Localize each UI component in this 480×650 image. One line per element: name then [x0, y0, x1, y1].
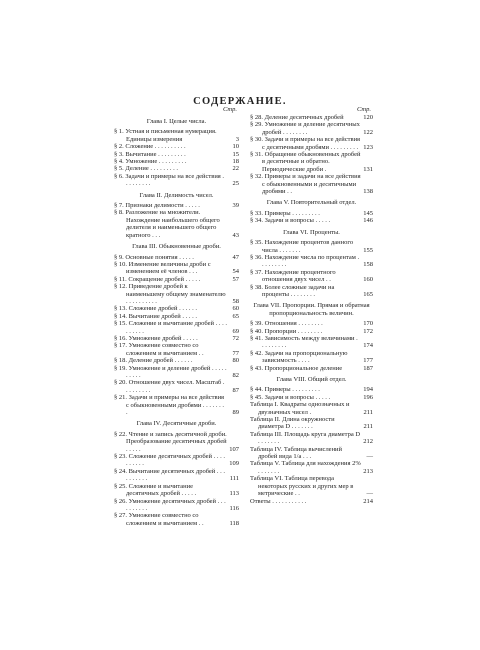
toc-right-column	[250, 106, 373, 505]
page-label: Стр.	[357, 106, 371, 113]
chapter-heading: Глава VIII. Общий отдел.	[276, 376, 347, 383]
toc-entry	[250, 121, 373, 136]
entry-page-number: 211	[363, 423, 373, 431]
toc-entry	[114, 151, 239, 158]
entry-title: § 26. Умножение десятичных дробей . . . . . . . . . .	[114, 497, 226, 512]
entry-title: § 28. Деление десятичных дробей	[250, 114, 344, 121]
toc-entry	[250, 239, 373, 254]
entry-page-number: 213	[363, 467, 373, 475]
entry-page-number: 145	[363, 209, 373, 217]
entry-title: § 42. Задачи на пропорциональную зависимость . . . .	[250, 349, 348, 365]
toc-entry	[114, 483, 239, 498]
entry-title: § 11. Сокращение дробей . . . . .	[114, 275, 201, 283]
chapter-heading: Глава I. Целые числа.	[146, 118, 207, 125]
entry-page-number: 165	[363, 290, 373, 298]
toc-entry	[114, 305, 239, 312]
entry-page-number: 77	[232, 349, 239, 357]
entry-title: § 38. Более сложные задачи на проценты . . . . . . . .	[250, 283, 335, 298]
entry-title: § 23. Сложение десятичных дробей . . . . . . . . . .	[114, 453, 225, 468]
entry-page-number: 60	[232, 305, 239, 313]
toc-entry	[250, 269, 373, 284]
entry-page-number: 109	[229, 460, 239, 468]
chapter-heading: Глава VII. Пропорции. Прямая и обратная пропорциональность величин.	[253, 302, 370, 317]
entry-title: § 4. Умножение . . . . . . . . .	[114, 158, 187, 166]
entry-page-number: 22	[232, 165, 239, 173]
toc-entry	[114, 357, 239, 364]
toc-entry	[114, 202, 239, 209]
entry-title: § 32. Примеры и задачи на все действия с обыкновенными и десятичными дробями . .	[250, 173, 361, 196]
toc-entry	[114, 431, 239, 453]
toc-entry	[250, 335, 373, 350]
toc-entry	[114, 173, 239, 188]
entry-page-number: 187	[363, 364, 373, 372]
entry-title: § 15. Сложение и вычитание дробей . . . . . . . . . .	[114, 320, 228, 335]
toc-entry	[114, 165, 239, 172]
entry-page-number: 107	[229, 445, 239, 453]
entry-title: § 31. Обращение обыкновенных дробей в десятичные и обратно. Периодические дроби .	[250, 151, 361, 173]
entry-title: § 14. Вычитание дробей . . . . .	[114, 312, 197, 320]
toc-entry	[114, 313, 239, 320]
toc-entry	[114, 498, 239, 513]
entry-page-number: 111	[229, 475, 239, 483]
toc-table-entry	[250, 431, 373, 446]
entry-page-number: 82	[232, 372, 239, 379]
entry-title: Таблица I. Квадраты однозначных и двузначных чисел .	[250, 401, 350, 416]
toc-entry	[114, 453, 239, 468]
entry-title: Таблица V. Таблица для нахождения 2% . . . . . . .	[250, 460, 361, 475]
chapter-heading: Глава III. Обыкновенные дроби.	[132, 243, 221, 251]
entry-title: § 44. Примеры . . . . . . . . .	[250, 386, 320, 394]
entry-title: § 39. Отношения . . . . . . . .	[250, 320, 323, 328]
entry-page-number: 116	[229, 504, 239, 512]
entry-page-number: —	[366, 490, 373, 498]
entry-title: § 10. Изменение величины дроби с изменением её членов . . .	[114, 260, 211, 276]
entry-title: § 30. Задачи и примеры на все действия с десятичными дробями . . . . . . . . .	[250, 136, 361, 151]
entry-title: § 43. Пропорциональное деление	[250, 364, 343, 372]
toc-entry	[114, 320, 239, 335]
entry-page-number: 211	[363, 408, 373, 416]
entry-title: Таблица VI. Таблица перевода некоторых русских и других мер в метрические . .	[250, 475, 354, 498]
entry-page-number: 131	[363, 165, 373, 173]
toc-entry	[114, 276, 239, 283]
entry-title: § 16. Умножение дробей . . . . .	[114, 334, 198, 342]
toc-entry	[250, 210, 373, 217]
toc-entry	[250, 350, 373, 365]
entry-page-number: 87	[232, 386, 239, 394]
toc-entry	[250, 320, 373, 327]
entry-title: § 19. Умножение и деление дробей . . . . . . . . . .	[114, 364, 227, 379]
chapter-heading: Глава VI. Проценты.	[283, 228, 340, 236]
entry-title: § 45. Задачи и вопросы . . . . .	[250, 393, 331, 401]
toc-entry	[114, 379, 239, 394]
toc-entry	[250, 328, 373, 335]
entry-page-number: 10	[232, 143, 239, 151]
entry-title: § 22. Чтение и запись десятичной дроби. Преобразование десятичных дробей . . . . .	[114, 430, 227, 453]
toc-entry	[114, 283, 239, 305]
toc-entry	[250, 394, 373, 401]
toc-entry	[250, 284, 373, 299]
page-label: Стр.	[223, 106, 237, 113]
entry-page-number: 80	[232, 357, 239, 365]
entry-page-number: 72	[232, 334, 239, 342]
entry-title: § 6. Задачи и примеры на все действия . . . . . . . . .	[114, 172, 225, 188]
entry-title: § 24. Вычитание десятичных дробей . . . . . . . . . .	[114, 467, 226, 483]
entry-page-number: 113	[229, 490, 239, 498]
entry-title: Таблица IV. Таблица вычислений дробей вида 1/a . . .	[250, 445, 343, 461]
toc-entry	[250, 114, 373, 121]
entry-page-number: 174	[363, 342, 373, 350]
toc-entry	[114, 143, 239, 150]
toc-entry	[250, 386, 373, 393]
toc-table-entry	[250, 498, 373, 505]
entry-title: § 40. Пропорции . . . . . . . .	[250, 327, 323, 335]
page-title: СОДЕРЖАНИЕ.	[193, 96, 287, 107]
entry-page-number: 158	[363, 261, 373, 269]
chapter-heading: Глава V. Повторительный отдел.	[266, 199, 357, 207]
toc-table-entry	[250, 460, 373, 475]
entry-title: Ответы . . . . . . . . . . .	[250, 497, 307, 505]
entry-page-number: 65	[232, 312, 239, 320]
entry-title: § 34. Задачи и вопросы . . . . .	[250, 217, 331, 225]
entry-page-number: 122	[363, 128, 373, 136]
entry-page-number: 43	[232, 231, 239, 239]
entry-title: § 8. Разложение на множители. Нахождение наибольшего общего делителя и наименьшего общего кратного . . .	[114, 209, 220, 239]
entry-page-number: 172	[363, 327, 373, 335]
entry-title: Таблица II. Длина окружности диаметра D . . . . . . .	[250, 416, 335, 431]
entry-page-number: 39	[232, 202, 239, 210]
entry-title: § 17. Умножение совместно со сложением и вычитанием . .	[114, 342, 204, 357]
entry-title: Таблица III. Площадь круга диаметра D . . . . . . .	[250, 430, 361, 446]
toc-entry	[114, 335, 239, 342]
entry-page-number: 58	[232, 297, 239, 305]
entry-page-number: 3	[235, 135, 239, 143]
entry-title: § 35. Нахождение процентов данного числа . . . . . . .	[250, 239, 354, 254]
entry-title: § 1. Устная и письменная нумерация. Единицы измерения	[114, 128, 217, 143]
entry-page-number: 214	[363, 497, 373, 505]
toc-entry	[114, 254, 239, 261]
entry-page-number: 57	[232, 275, 239, 283]
entry-page-number: 196	[363, 393, 373, 401]
toc-entry	[114, 209, 239, 239]
entry-page-number: 89	[232, 409, 239, 417]
entry-page-number: 177	[363, 357, 373, 365]
entry-title: § 2. Сложение . . . . . . . . . .	[114, 143, 186, 151]
toc-entry	[250, 217, 373, 224]
entry-title: § 18. Деление дробей . . . . . .	[114, 357, 193, 365]
entry-title: § 12. Приведение дробей к наименьшему общему знаменателю . . . . . . . . . .	[114, 283, 226, 305]
toc-entry	[250, 173, 373, 195]
entry-page-number: 138	[363, 188, 373, 196]
chapter-heading: Глава IV. Десятичные дроби.	[136, 420, 217, 428]
entry-title: § 25. Сложение и вычитание десятичных дробей . . . . .	[114, 482, 197, 498]
entry-page-number: 146	[363, 217, 373, 225]
toc-entry	[114, 512, 239, 527]
entry-page-number: 15	[232, 150, 239, 158]
toc-entry	[114, 158, 239, 165]
toc-entry	[250, 254, 373, 269]
entry-title: § 36. Нахождение числа по процентам . . . . . . . . .	[250, 253, 360, 269]
entry-page-number: 194	[363, 386, 373, 394]
entry-title: § 13. Сложение дробей . . . . . .	[114, 305, 197, 313]
toc-entry	[250, 365, 373, 372]
entry-title: § 29. Умножение и деление десятичных дробей . . . . . . . .	[250, 121, 360, 136]
entry-title: § 5. Деление . . . . . . . . .	[114, 165, 178, 173]
toc-entry	[250, 151, 373, 173]
entry-title: § 7. Признаки делимости . . . . .	[114, 202, 200, 210]
entry-title: § 37. Нахождение процентного отношения двух чисел . .	[250, 268, 336, 284]
toc-table-entry	[250, 416, 373, 431]
entry-title: § 20. Отношение двух чисел. Масштаб . . . . . . . . .	[114, 379, 225, 394]
toc-entry	[114, 365, 239, 380]
toc-entry	[114, 128, 239, 143]
toc-list-right	[250, 114, 373, 505]
entry-page-number: 69	[232, 327, 239, 335]
entry-page-number: 123	[363, 143, 373, 151]
chapter-heading: Глава II. Делимость чисел.	[139, 191, 214, 199]
entry-title: § 3. Вычитание . . . . . . . . .	[114, 150, 186, 158]
entry-page-number: 25	[232, 180, 239, 188]
toc-table-entry	[250, 475, 373, 497]
entry-page-number: 120	[363, 114, 373, 121]
entry-title: § 27. Умножение совместно со сложением и вычитанием . .	[114, 512, 204, 527]
toc-entry	[250, 136, 373, 151]
entry-page-number: 47	[232, 253, 239, 261]
toc-entry	[114, 261, 239, 276]
entry-title: § 9. Основные понятия . . . . .	[114, 253, 194, 261]
entry-page-number: 118	[229, 519, 239, 527]
entry-page-number: 54	[232, 268, 239, 276]
toc-table-entry	[250, 446, 373, 461]
entry-page-number: 170	[363, 320, 373, 328]
toc-entry	[114, 394, 239, 416]
toc-entry	[114, 468, 239, 483]
entry-page-number: 160	[363, 276, 373, 284]
entry-page-number: 155	[363, 246, 373, 254]
entry-page-number: 18	[232, 158, 239, 166]
toc-list-left	[114, 118, 239, 527]
toc-table-entry	[250, 401, 373, 416]
entry-title: § 41. Зависимость между величинами . . . . . . . . .	[250, 334, 358, 350]
entry-page-number: 212	[363, 438, 373, 446]
toc-left-column	[114, 106, 239, 527]
entry-title: § 33. Примеры . . . . . . . . .	[250, 209, 320, 217]
entry-title: § 21. Задачи и примеры на все действия с обыкновенными дробями . . . . . . . .	[114, 394, 225, 417]
toc-entry	[114, 342, 239, 357]
entry-page-number: —	[366, 453, 373, 461]
